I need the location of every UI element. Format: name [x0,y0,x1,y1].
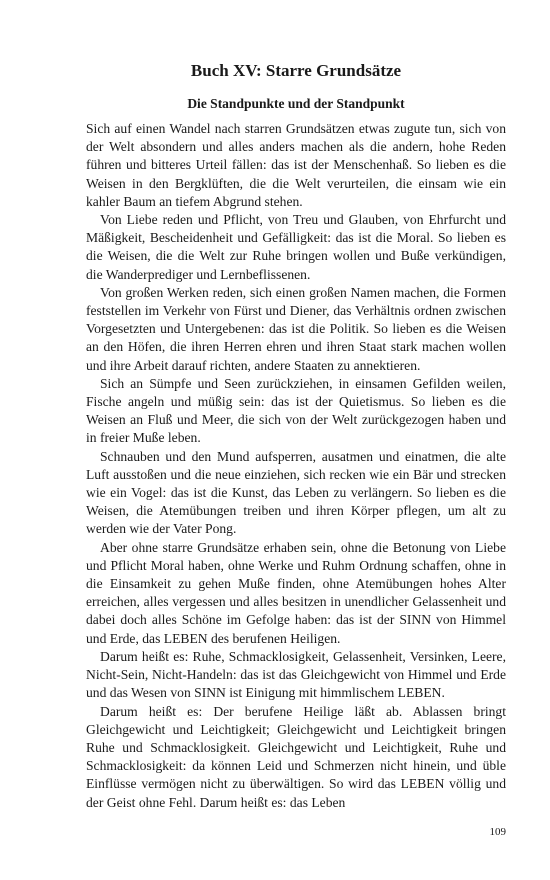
chapter-title: Buch XV: Starre Grundsätze [190,61,402,80]
paragraph: Sich auf einen Wandel nach starren Grundsätzen etwas zugute tun, sich von der Welt absondern und alles anders machen als die andern, hohe Reden führen und bitteres Urteil fällen: das ist der Menschenhaß. So lieben es die Weisen in den Bergklüften, die die Welt verurteilen, die einsam wie ein kahler Baum an tiefem Abgrund stehen. [86,121,506,209]
paragraph: Darum heißt es: Ruhe, Schmacklosigkeit, Gelassenheit, Versinken, Leere, Nicht-Sein, Nicht-Handeln: das ist das Gleichgewicht von Himmel und Erde und das Wesen von SINN ist Einigung mit himmlischem LEBEN. [86,648,506,701]
page-number: 109 [489,826,506,838]
paragraph: Von großen Werken reden, sich einen großen Namen machen, die Formen feststellen im Verkehr von Fürst und Diener, das Verhältnis ordnen zwischen Vorgesetzten und Untergebenen: das ist die Politik. So lieben es die Weisen an den Höfen, die ihren Herren ehren und ihren Staat stark machen wollen und ihre Arbeit darauf richten, andere Staaten zu annektieren. [86,284,506,373]
book-page [86,50,506,812]
paragraph: Darum heißt es: Der berufene Heilige läßt ab. Ablassen bringt Gleichgewicht und Leichtigkeit; Gleichgewicht und Leichtigkeit bringen Ruhe und Schmacklosigkeit. Gleichgewicht und Leichtigkeit, Ruhe und Schmacklosigkeit: da können Leid und Schmerzen nicht hinein, und üble Einflüsse vermögen nicht zu überwältigen. So wird das LEBEN völlig und der Geist ohne Fehl. Darum heißt es: das Leben [86,703,506,810]
paragraph: Von Liebe reden und Pflicht, von Treu und Glauben, von Ehrfurcht und Mäßigkeit, Bescheidenheit und Gefälligkeit: das ist die Moral. So lieben es die Weisen, die die Welt zur Ruhe bringen wollen und Buße verkündigen, die Wanderprediger und Lernbeflissenen. [86,212,506,282]
paragraph: Sich an Sümpfe und Seen zurückziehen, in einsamen Gefilden weilen, Fische angeln und müßig sein: das ist der Quietismus. So lieben es die Weisen an Fluß und Meer, die sich von der Welt zurückgezogen haben und in freier Muße leben. [86,375,506,446]
paragraph: Aber ohne starre Grundsätze erhaben sein, ohne die Betonung von Liebe und Pflicht Moral haben, ohne Werke und Ruhm Ordnung schaffen, ohne in die Einsamkeit zu gehen Muße finden, ohne Atemübungen hohes Alter erreichen, alles vergessen und alles besitzen in unendlicher Gelassenheit und dabei doch alles Schöne im Gefolge haben: das ist der SINN von Himmel und Erde, das LEBEN des berufenen Heiligen. [86,539,506,646]
body-text [86,120,506,812]
section-title: Die Standpunkte und der Standpunkt [187,96,405,111]
paragraph: Schnauben und den Mund aufsperren, ausatmen und einatmen, die alte Luft ausstoßen und die neue einziehen, sich recken wie ein Bär und strecken wie ein Vogel: das ist die Kunst, das Leben zu verlängern. So lieben es die Weisen, die Atemübungen treiben und ihren Körper pflegen, um alt zu werden wie der Vater Pong. [86,448,506,537]
